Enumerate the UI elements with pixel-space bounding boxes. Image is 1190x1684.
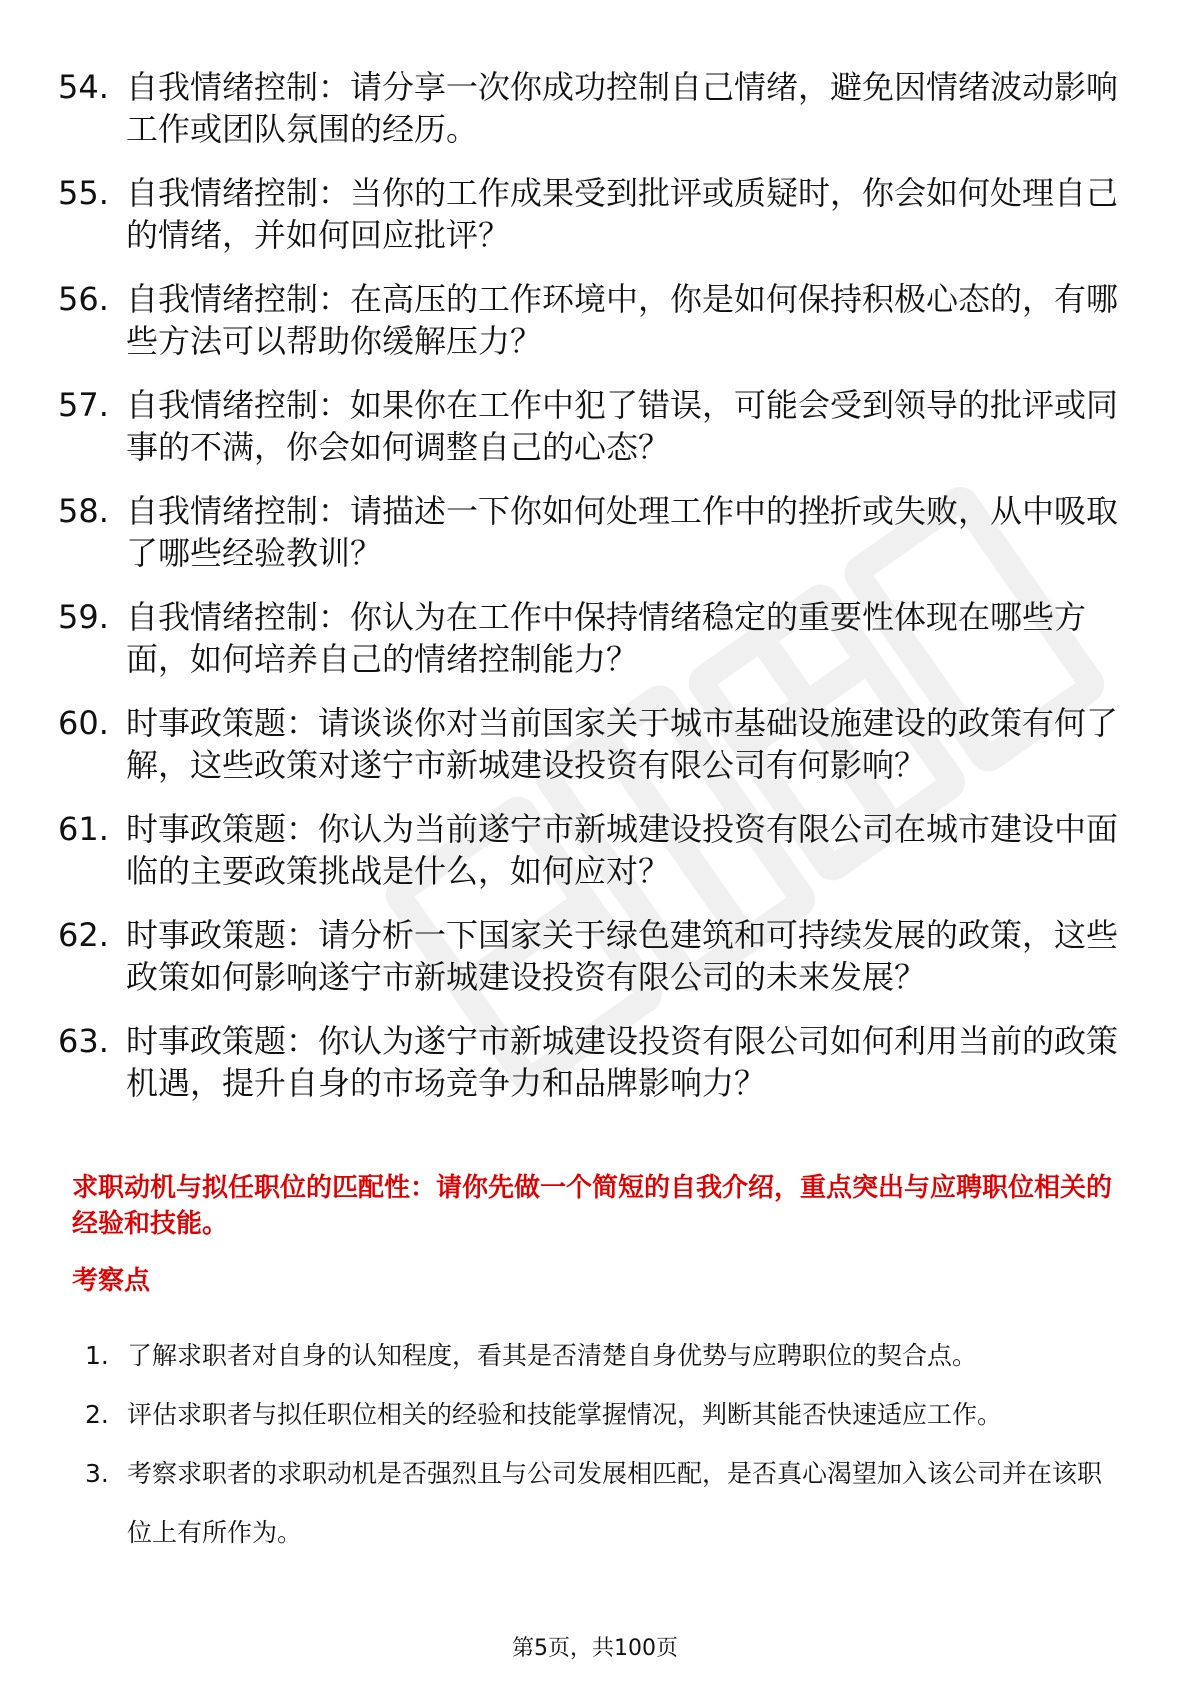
list-item bbox=[58, 702, 1118, 786]
question-text: 时事政策题：你认为遂宁市新城建设投资有限公司如何利用当前的政策机遇，提升自身的市场竞争力和品牌影响力？ bbox=[126, 1022, 1119, 1102]
question-number: 55. bbox=[58, 174, 109, 212]
list-item bbox=[58, 1020, 1118, 1104]
list-item bbox=[58, 384, 1118, 468]
list-item bbox=[85, 1385, 1125, 1444]
point-number: 2. bbox=[85, 1400, 109, 1429]
question-list bbox=[58, 66, 1118, 1126]
question-number: 57. bbox=[58, 386, 109, 424]
point-text: 考察求职者的求职动机是否强烈且与公司发展相匹配，是否真心渴望加入该公司并在该职位上有所作为。 bbox=[127, 1459, 1103, 1547]
question-text: 自我情绪控制：请描述一下你如何处理工作中的挫折或失败，从中吸取了哪些经验教训？ bbox=[126, 492, 1119, 572]
question-text: 自我情绪控制：如果你在工作中犯了错误，可能会受到领导的批评或同事的不满，你会如何调整自己的心态？ bbox=[126, 386, 1119, 466]
question-text: 时事政策题：请分析一下国家关于绿色建筑和可持续发展的政策，这些政策如何影响遂宁市新城建设投资有限公司的未来发展？ bbox=[126, 916, 1119, 996]
point-text: 评估求职者与拟任职位相关的经验和技能掌握情况，判断其能否快速适应工作。 bbox=[127, 1400, 1003, 1429]
point-number: 3. bbox=[85, 1459, 109, 1488]
question-number: 54. bbox=[58, 68, 109, 106]
question-number: 61. bbox=[58, 810, 109, 848]
list-item bbox=[58, 596, 1118, 680]
question-number: 56. bbox=[58, 280, 109, 318]
list-item bbox=[58, 278, 1118, 362]
question-text: 自我情绪控制：你认为在工作中保持情绪稳定的重要性体现在哪些方面，如何培养自己的情绪控制能力？ bbox=[126, 598, 1087, 678]
point-text: 了解求职者对自身的认知程度，看其是否清楚自身优势与应聘职位的契合点。 bbox=[127, 1341, 978, 1370]
question-number: 60. bbox=[58, 704, 109, 742]
assessment-points-list bbox=[85, 1326, 1125, 1562]
question-text: 时事政策题：请谈谈你对当前国家关于城市基础设施建设的政策有何了解，这些政策对遂宁市新城建设投资有限公司有何影响？ bbox=[126, 704, 1119, 784]
question-number: 63. bbox=[58, 1022, 109, 1060]
question-text: 时事政策题：你认为当前遂宁市新城建设投资有限公司在城市建设中面临的主要政策挑战是什么，如何应对？ bbox=[126, 810, 1119, 890]
question-text: 自我情绪控制：请分享一次你成功控制自己情绪，避免因情绪波动影响工作或团队氛围的经历。 bbox=[126, 68, 1119, 148]
page-number: 第5页，共100页 bbox=[512, 1636, 678, 1661]
list-item bbox=[58, 66, 1118, 150]
list-item bbox=[85, 1444, 1125, 1562]
point-number: 1. bbox=[85, 1341, 109, 1370]
list-item bbox=[58, 808, 1118, 892]
list-item bbox=[85, 1326, 1125, 1385]
question-number: 62. bbox=[58, 916, 109, 954]
list-item bbox=[58, 172, 1118, 256]
list-item bbox=[58, 490, 1118, 574]
question-number: 58. bbox=[58, 492, 109, 530]
assessment-points-heading: 考察点 bbox=[72, 1266, 151, 1296]
question-number: 59. bbox=[58, 598, 109, 636]
list-item bbox=[58, 914, 1118, 998]
question-text: 自我情绪控制：在高压的工作环境中，你是如何保持积极心态的，有哪些方法可以帮助你缓解压力？ bbox=[126, 280, 1119, 360]
question-text: 自我情绪控制：当你的工作成果受到批评或质疑时，你会如何处理自己的情绪，并如何回应批评？ bbox=[126, 174, 1119, 254]
section-heading: 求职动机与拟任职位的匹配性：请你先做一个简短的自我介绍，重点突出与应聘职位相关的经验和技能。 bbox=[72, 1173, 1113, 1239]
